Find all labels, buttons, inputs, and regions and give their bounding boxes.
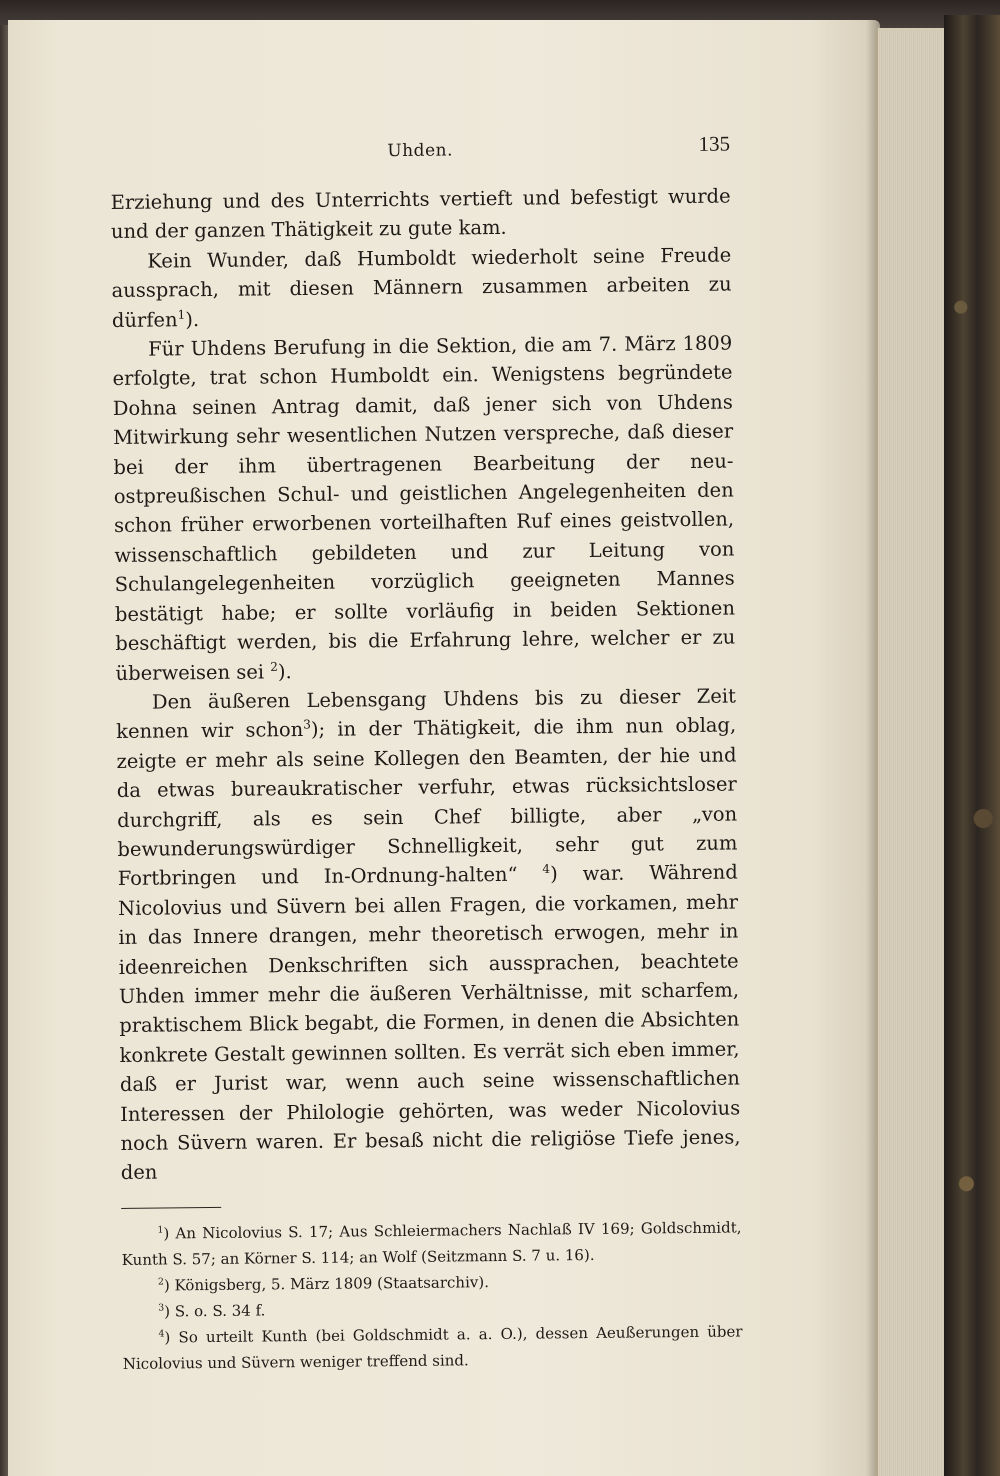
book-cover-edge [944,15,1000,1476]
paragraph-2-text: Kein Wunder, daß Humboldt wiederholt seine Freude aussprach, mit diesen Männern zusammen arbeiten zu dürfen [111,243,732,332]
footnote-ref-3: 3 [303,717,311,732]
footnote-divider [121,1207,221,1209]
paragraph-2-end: ). [185,307,200,331]
footnote-1-marker: 1 [157,1224,164,1236]
footnotes [121,1214,743,1376]
paragraph-2 [111,240,732,335]
paragraph-4-text-c: ) war. Während Nicolovius und Süvern bei allen Fragen, die vorkamen, mehr in das Innere drangen, mehr theoretisch erwogen, mehr in ideenreichen Denkschriften sich aussprachen, beachtete Uhden immer mehr die äußeren Verhältnisse, mit scharfem, praktischem Blick begabt, die Formen, in denen die Absichten konkrete Gestalt gewinnen sollten. Es verrät sich eben immer, daß er Jurist war, wenn auch seine wissenschaftlichen Interessen der Philologie gehörten, was weder Nicolovius noch Süvern waren. Er besaß nicht die religiöse Tiefe jenes, den [117,860,741,1185]
footnote-ref-2: 2 [270,659,278,674]
page-stack-edge [876,28,948,1476]
footnote-ref-4: 4 [542,862,551,877]
footnote-ref-1: 1 [177,307,186,322]
footnote-1-text: ) An Nicolovius S. 17; Aus Schleiermachers Nachlaß IV 169; Goldschmidt, Kunth S. 57; an Körner S. 114; an Wolf (Seitzmann S. 7 u. 16). [121,1218,742,1269]
paragraph-1: Erziehung und des Unterrichts vertieft und befestigt wurde und der ganzen Thätigkeit zu gute kam. [110,184,731,244]
paragraph-4-text-b: ); in der Thätigkeit, die ihm nun oblag, zeigte er mehr als seine Kollegen den Beamten, der hie und da etwas bureaukratischer verfuhr, etwas rücksichtsloser durchgriff, als es sein Chef billigte, aber „von bewunderungswürdiger Schnelligkeit, sehr gut zum Fortbringen und In-Ordnung-halten“ [116,713,738,891]
page-content [110,132,743,1377]
footnote-4-marker: 4 [158,1328,165,1340]
paragraph-4 [116,681,741,1187]
footnote-1 [121,1214,742,1272]
paragraph-4-text-a: Den äußeren Lebensgang Uhdens bis zu dieser Zeit kennen wir schon [116,684,736,744]
body-text [111,182,741,1188]
footnote-2-text: ) Königsberg, 5. März 1809 (Staatsarchiv). [163,1272,490,1295]
footnote-4 [122,1318,743,1376]
footnote-3-marker: 3 [158,1302,165,1314]
running-title: Uhden. [387,140,454,162]
page-header [110,132,730,178]
paragraph-3 [112,329,736,688]
footnote-2-marker: 2 [157,1276,164,1288]
paragraph-3-text: Für Uhdens Berufung in die Sektion, die am 7. März 1809 erfolgte, trat schon Humboldt ein. Wenigstens begründete Dohna seinen Antrag damit, daß jener sich von Uhdens Mitwirkung sehr wesentlichen Nutzen verspreche, daß dieser bei der ihm übertragenen Bearbeitung der neu-ostpreußischen Schul- und geistlichen Angelegenheiten den schon früher erworbenen vorteilhaften Ruf eines geistvollen, wissenschaftlich gebildeten und zur Leitung von Schulangelegenheiten vorzüglich geeigneten Mannes bestätigt habe; er sollte vorläufig in beiden Sektionen beschäftigt werden, bis die Erfahrung lehre, welcher er zu überweisen sei [112,331,736,685]
footnote-4-text: ) So urteilt Kunth (bei Goldschmidt a. a. O.), dessen Aeußerungen über Nicolovius und Süvern weniger treffend sind. [122,1322,743,1373]
paragraph-3-end: ). [277,659,292,683]
footnote-3-text: ) S. o. S. 34 f. [164,1301,266,1321]
page-number: 135 [698,131,731,156]
